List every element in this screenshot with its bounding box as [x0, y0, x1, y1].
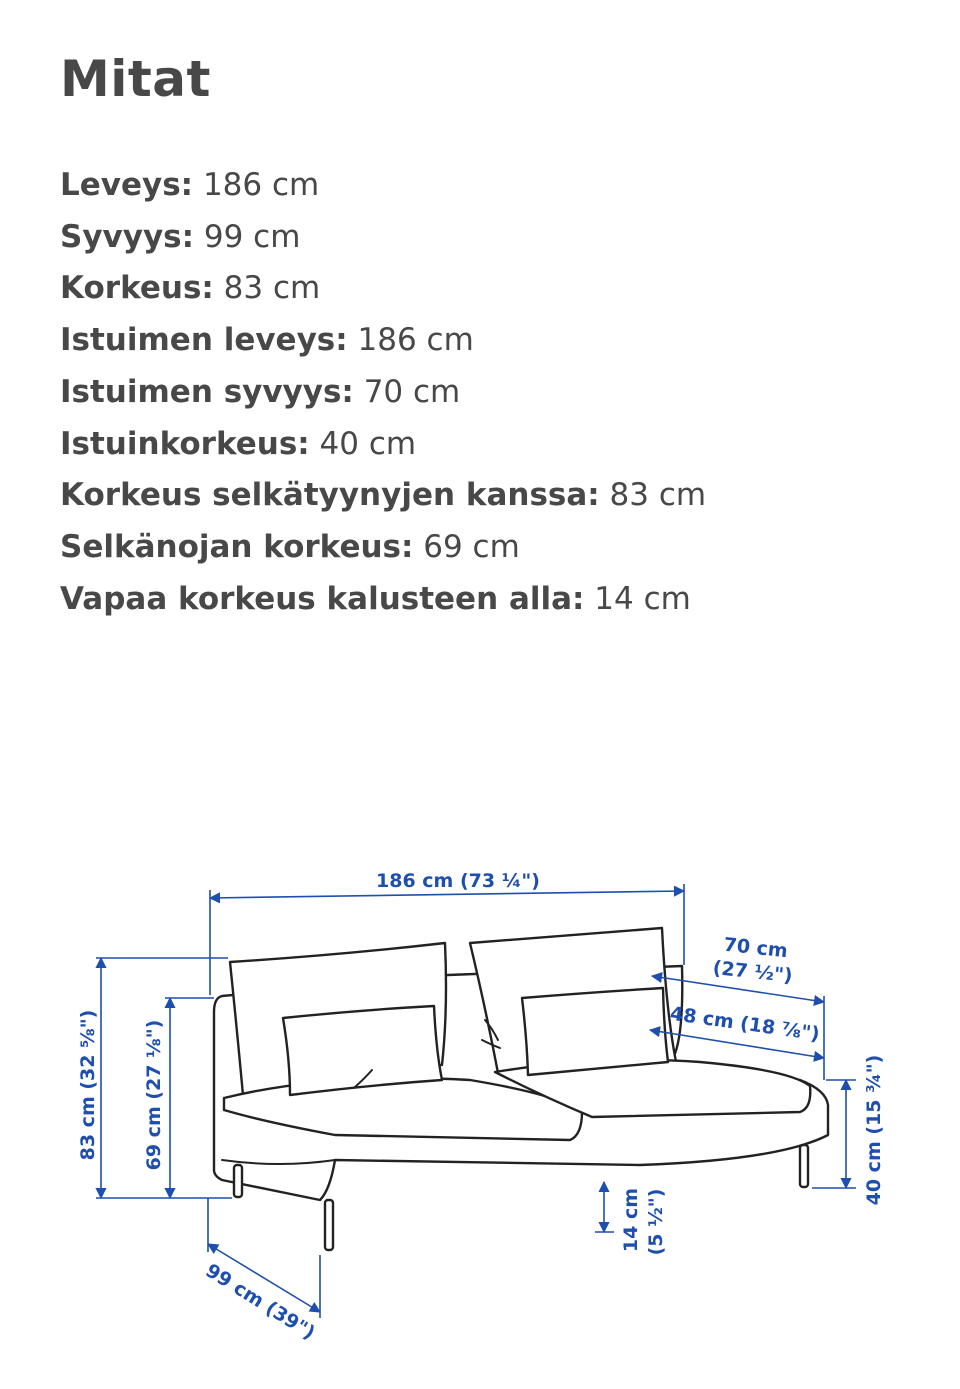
- spec-label: Istuimen leveys:: [60, 322, 348, 359]
- spec-value: 14 cm: [594, 580, 691, 617]
- label-width: 186 cm (73 ¼"): [376, 870, 540, 892]
- leg-front-left: [325, 1200, 333, 1250]
- spec-value: 83 cm: [609, 477, 707, 514]
- spec-label: Istuimen syvyys:: [60, 373, 354, 410]
- spec-value: 70 cm: [363, 373, 461, 410]
- spec-value: 99 cm: [203, 218, 301, 255]
- label-back-height: 69 cm (27 ⅛"): [143, 1019, 165, 1171]
- label-inner-depth: 48 cm (18 ⅞"): [668, 1002, 821, 1046]
- spec-label: Korkeus:: [60, 270, 214, 307]
- spec-label: Syvyys:: [60, 218, 195, 255]
- label-seat-height: 40 cm (15 ¾"): [863, 1054, 885, 1206]
- dimension-list: [60, 160, 706, 625]
- label-seat-depth-cm: 70 cm: [722, 933, 789, 963]
- label-depth: 99 cm (39"): [201, 1259, 319, 1345]
- spec-seat-width: [60, 315, 706, 367]
- spec-value: 186 cm: [202, 167, 320, 203]
- spec-width: [60, 160, 706, 212]
- spec-value: 69 cm: [423, 528, 520, 565]
- lumbar-pillow-right: [522, 988, 668, 1075]
- spec-seat-height: [60, 419, 706, 471]
- spec-label: Selkänojan korkeus:: [60, 528, 414, 565]
- spec-value: 40 cm: [319, 425, 417, 462]
- spec-label: Leveys:: [60, 167, 194, 203]
- spec-height: [60, 263, 706, 315]
- spec-depth: [60, 212, 706, 264]
- label-clearance-in: (5 ½"): [645, 1188, 667, 1256]
- lumbar-pillow-left: [283, 1006, 442, 1095]
- page-title: Mitat: [60, 50, 211, 108]
- spec-label: Vapaa korkeus kalusteen alla:: [60, 580, 585, 617]
- spec-label: Istuinkorkeus:: [60, 425, 310, 462]
- spec-height-with-cushions: [60, 470, 706, 522]
- spec-value: 186 cm: [357, 322, 474, 359]
- leg-back-right: [800, 1145, 808, 1187]
- sofa-dimension-diagram: [0, 840, 960, 1380]
- spec-seat-depth: [60, 367, 706, 419]
- spec-free-height-under: [60, 574, 706, 626]
- spec-backrest-height: [60, 522, 706, 574]
- leg-back-left: [234, 1165, 242, 1197]
- spec-value: 83 cm: [223, 270, 321, 307]
- label-clearance-cm: 14 cm: [620, 1187, 642, 1253]
- spec-label: Korkeus selkätyynyjen kanssa:: [60, 477, 600, 514]
- label-total-height: 83 cm (32 ⅝"): [77, 1009, 99, 1161]
- label-seat-depth-in: (27 ½"): [711, 956, 794, 988]
